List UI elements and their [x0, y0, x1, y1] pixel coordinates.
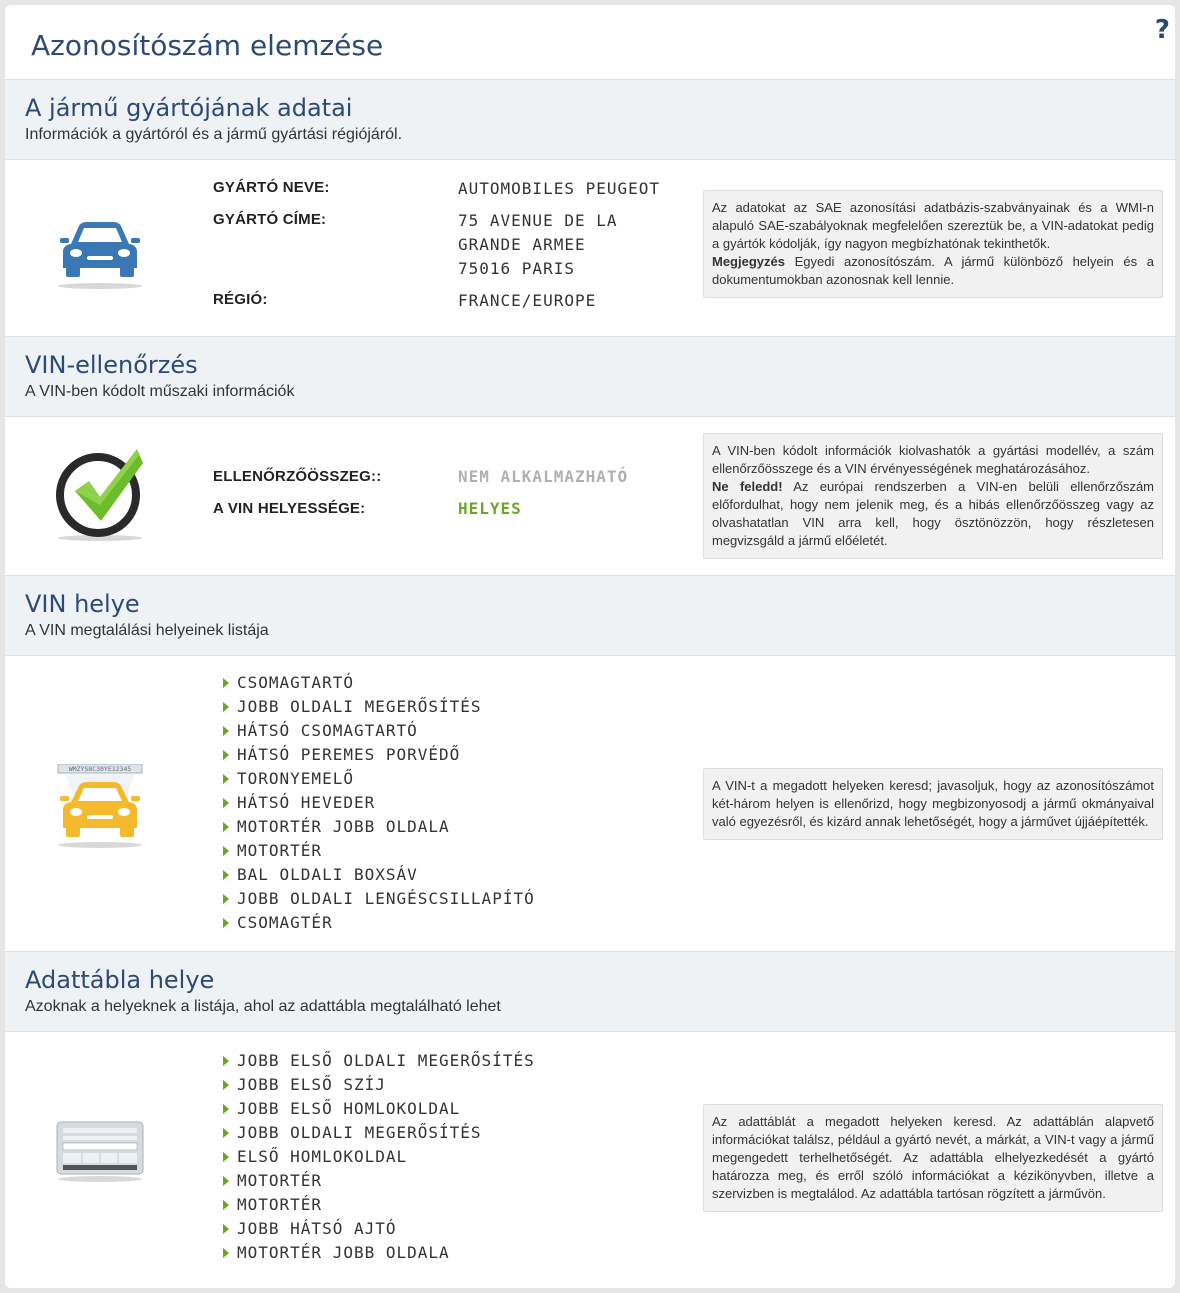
- checksum-label: ELLENŐRZŐÖSSZEG::: [213, 468, 382, 485]
- list-item: [223, 1097, 535, 1121]
- vin-check-section-body: [5, 417, 1175, 575]
- arrow-right-icon: [223, 1104, 229, 1114]
- manufacturer-note-text: Az adatokat az SAE azonosítási adatbázis-szabványainak és a WMI-n alapuló SAE-szabályoknak megfelelően szereztük be, a VIN-adatokat pedig a gyártók kódolják, így nagyon megbízhatónak tekinthetők.: [712, 200, 1154, 251]
- list-item: [223, 1217, 535, 1241]
- plate-location-section-title: Adattábla helye: [25, 966, 215, 994]
- arrow-right-icon: [223, 822, 229, 832]
- arrow-right-icon: [223, 1128, 229, 1138]
- car-icon: [55, 212, 145, 297]
- list-item: [223, 1145, 535, 1169]
- list-item: [223, 887, 535, 911]
- list-item-label: JOBB ELSŐ HOMLOKOLDAL: [237, 1099, 461, 1118]
- arrow-right-icon: [223, 918, 229, 928]
- manufacturer-address-label: GYÁRTÓ CÍME:: [213, 211, 327, 228]
- arrow-right-icon: [223, 846, 229, 856]
- arrow-right-icon: [223, 750, 229, 760]
- arrow-right-icon: [223, 1176, 229, 1186]
- list-item-label: HÁTSÓ CSOMAGTARTÓ: [237, 721, 418, 740]
- list-item: [223, 1241, 535, 1265]
- arrow-right-icon: [223, 1056, 229, 1066]
- vin-check-note-bold: Ne feledd!: [712, 479, 783, 494]
- list-item: [223, 863, 535, 887]
- vin-location-section-body: [5, 656, 1175, 951]
- list-item-label: JOBB OLDALI MEGERŐSÍTÉS: [237, 697, 482, 716]
- vin-location-section-subtitle: A VIN megtalálási helyeinek listája: [25, 622, 269, 639]
- checksum-value: NEM ALKALMAZHATÓ: [458, 467, 629, 486]
- arrow-right-icon: [223, 726, 229, 736]
- list-item-label: CSOMAGTARTÓ: [237, 673, 354, 692]
- vin-check-section-title: VIN-ellenőrzés: [25, 351, 198, 379]
- arrow-right-icon: [223, 1152, 229, 1162]
- arrow-right-icon: [223, 1200, 229, 1210]
- region-label: RÉGIÓ:: [213, 291, 268, 308]
- list-item: [223, 695, 535, 719]
- list-item: [223, 1073, 535, 1097]
- vin-location-note: A VIN-t a megadott helyeken keresd; javasoljuk, hogy az azonosítószámot két-három helyen is ellenőrizd, hogy megbizonyosodj a jármű okmányaival való egyezésről, és kizárd annak lehetőségét, hogy a járművet újjáépítették.: [703, 768, 1163, 840]
- arrow-right-icon: [223, 702, 229, 712]
- address-line-3: 75016 PARIS: [458, 259, 575, 278]
- vin-plate-text: WMZYS8C30YE12345: [68, 765, 132, 773]
- vin-check-note-text2: Az európai rendszerben a VIN-en belüli ellenőrzőszám előfordulhat, hogy nem jelenik meg, és a hibás ellenőrzőösszeg vagy az olvashatatlan VIN arra kell, hogy ösztönözzön, hogy részletesen megvizsgáld a jármű előéletét.: [712, 479, 1155, 548]
- list-item-label: HÁTSÓ HEVEDER: [237, 793, 376, 812]
- arrow-right-icon: [223, 798, 229, 808]
- manufacturer-name-label: GYÁRTÓ NEVE:: [213, 179, 330, 196]
- vin-check-section-header: [5, 336, 1175, 417]
- vin-analysis-card: [5, 5, 1175, 1288]
- plate-location-section-subtitle: Azoknak a helyeknek a listája, ahol az adattábla megtalálható lehet: [25, 998, 501, 1015]
- vin-location-list: [223, 671, 535, 935]
- arrow-right-icon: [223, 1224, 229, 1234]
- vin-check-note: [703, 433, 1163, 559]
- manufacturer-address-value: [458, 209, 618, 281]
- list-item: [223, 815, 535, 839]
- plate-location-section-header: [5, 951, 1175, 1032]
- list-item: [223, 1121, 535, 1145]
- manufacturer-name-value: AUTOMOBILES PEUGEOT: [458, 179, 661, 198]
- list-item-label: MOTORTÉR: [237, 1195, 323, 1214]
- arrow-right-icon: [223, 1248, 229, 1258]
- list-item: [223, 1193, 535, 1217]
- list-item-label: MOTORTÉR: [237, 1171, 323, 1190]
- manufacturer-section-subtitle: Információk a gyártóról és a jármű gyártási régiójáról.: [25, 126, 403, 143]
- list-item-label: MOTORTÉR: [237, 841, 323, 860]
- manufacturer-note-bold: Megjegyzés: [712, 254, 785, 269]
- list-item-label: ELSŐ HOMLOKOLDAL: [237, 1147, 408, 1166]
- plate-location-note: Az adattáblát a megadott helyeken keresd. Az adattáblán alapvető információkat találsz, például a gyártó nevét, a márkát, a VIN-t vagy a jármű megengedett terhelhetőségét. Az adattábla elhelyezkedését a gyártó határozza meg, és erről szóló információkat a kézikönyvben, illetve a szervizben is megtalálod. Az adattábla tartósan rögzített a járművön.: [703, 1104, 1163, 1212]
- arrow-right-icon: [223, 894, 229, 904]
- list-item-label: TORONYEMELŐ: [237, 769, 354, 788]
- list-item-label: JOBB HÁTSÓ AJTÓ: [237, 1219, 397, 1238]
- list-item-label: JOBB OLDALI MEGERŐSÍTÉS: [237, 1123, 482, 1142]
- vin-validity-label: A VIN HELYESSÉGE:: [213, 500, 366, 517]
- checkmark-icon: [55, 443, 145, 546]
- list-item: [223, 1049, 535, 1073]
- arrow-right-icon: [223, 870, 229, 880]
- manufacturer-section-header: [5, 79, 1175, 160]
- vin-location-section-title: VIN helye: [25, 590, 140, 618]
- arrow-right-icon: [223, 678, 229, 688]
- list-item-label: CSOMAGTÉR: [237, 913, 333, 932]
- data-plate-icon: [55, 1120, 145, 1187]
- arrow-right-icon: [223, 774, 229, 784]
- address-line-2: GRANDE ARMEE: [458, 235, 586, 254]
- manufacturer-note: [703, 190, 1163, 298]
- list-item: [223, 1169, 535, 1193]
- manufacturer-section-title: A jármű gyártójának adatai: [25, 94, 353, 122]
- help-icon[interactable]: ?: [1154, 15, 1170, 45]
- page-title: Azonosítószám elemzése: [31, 29, 384, 62]
- list-item: [223, 791, 535, 815]
- vin-check-note-text: A VIN-ben kódolt információk kiolvashatók a gyártási modellév, a szám ellenőrzőösszege és a VIN érvényességének meghatározásához.: [712, 443, 1154, 476]
- list-item-label: JOBB ELSŐ OLDALI MEGERŐSÍTÉS: [237, 1051, 535, 1070]
- address-line-1: 75 AVENUE DE LA: [458, 211, 618, 230]
- manufacturer-note-text2: Egyedi azonosítószám. A jármű különböző helyein és a dokumentumokban azonosnak kell lennie.: [712, 254, 1154, 287]
- list-item-label: HÁTSÓ PEREMES PORVÉDŐ: [237, 745, 461, 764]
- list-item-label: JOBB OLDALI LENGÉSCSILLAPÍTÓ: [237, 889, 535, 908]
- manufacturer-section-body: [5, 160, 1175, 337]
- vin-check-section-subtitle: A VIN-ben kódolt műszaki információk: [25, 383, 295, 400]
- list-item: [223, 911, 535, 935]
- list-item: [223, 671, 535, 695]
- list-item: [223, 743, 535, 767]
- list-item: [223, 719, 535, 743]
- vin-location-section-header: [5, 575, 1175, 656]
- plate-location-list: [223, 1049, 535, 1265]
- plate-location-section-body: [5, 1032, 1175, 1288]
- list-item-label: MOTORTÉR JOBB OLDALA: [237, 1243, 450, 1262]
- list-item-label: MOTORTÉR JOBB OLDALA: [237, 817, 450, 836]
- region-value: FRANCE/EUROPE: [458, 291, 597, 310]
- arrow-right-icon: [223, 1080, 229, 1090]
- list-item-label: BAL OLDALI BOXSÁV: [237, 865, 418, 884]
- list-item: [223, 767, 535, 791]
- list-item: [223, 839, 535, 863]
- vin-validity-value: HELYES: [458, 499, 522, 518]
- vin-location-car-icon: [55, 764, 145, 853]
- list-item-label: JOBB ELSŐ SZÍJ: [237, 1075, 386, 1094]
